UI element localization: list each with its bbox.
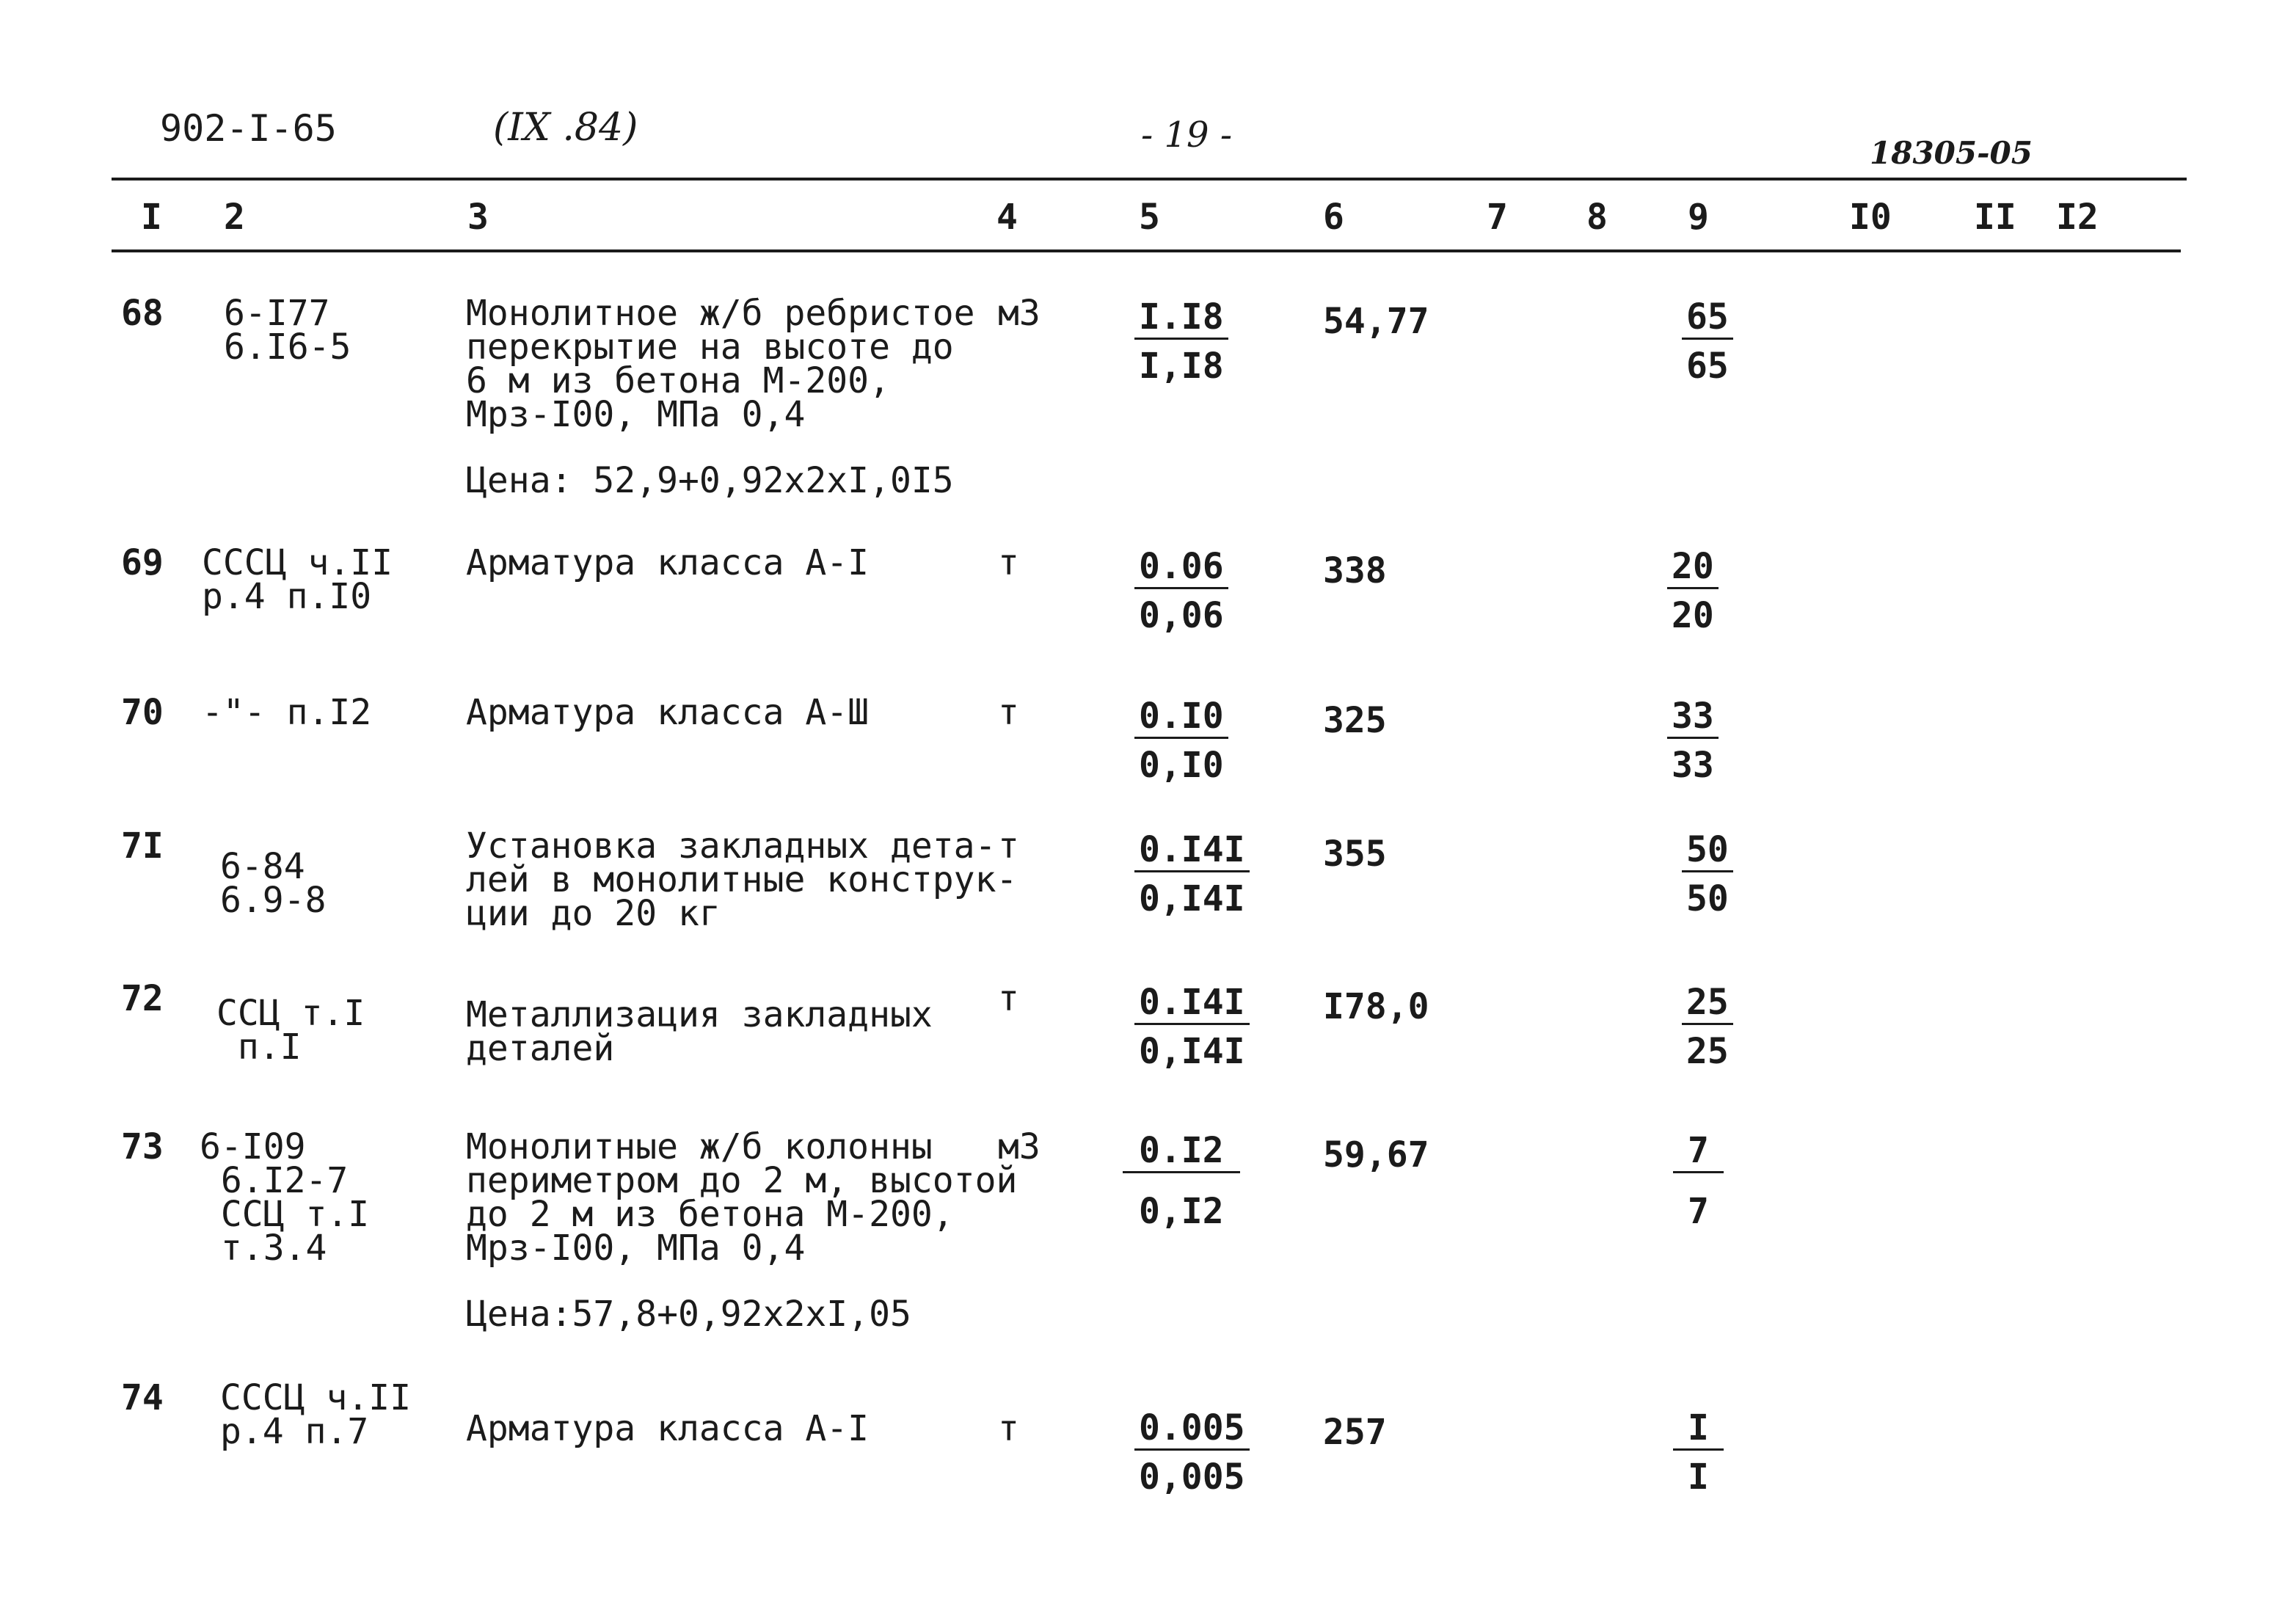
- quantity-numerator: I.I8: [1134, 296, 1228, 340]
- cost-numerator: 25: [1682, 982, 1733, 1025]
- document-code: 902-I-65: [160, 107, 337, 150]
- work-description: Арматура класса А-I: [466, 1408, 870, 1449]
- norm-reference: 6-84 6.9-8: [220, 846, 327, 921]
- work-description: Монолитное ж/б ребристое перекрытие на высоте до 6 м из бетона М-200, Мрз-I00, МПа 0,4: [466, 293, 975, 435]
- cost: [1673, 1407, 1724, 1498]
- work-description: Монолитные ж/б колонны периметром до 2 м, высотой до 2 м из бетона М-200, Мрз-I00, МПа 0,4: [466, 1126, 1018, 1269]
- quantity: [1134, 829, 1250, 919]
- work-description: Металлизация закладных деталей: [466, 994, 933, 1069]
- price-note: Цена:57,8+0,92x2xI,05: [466, 1294, 911, 1335]
- column-header-rule: [112, 249, 2181, 252]
- cost-denominator: 7: [1688, 1191, 1709, 1232]
- unit-price: 59,67: [1323, 1134, 1429, 1175]
- cost-numerator: 50: [1682, 829, 1733, 872]
- cost: [1682, 829, 1733, 919]
- column-header-5: 5: [1139, 197, 1160, 238]
- cost-denominator: 20: [1672, 595, 1714, 636]
- row-number: 70: [121, 692, 164, 733]
- unit: т: [998, 542, 1019, 583]
- cost: [1682, 982, 1733, 1072]
- cost-denominator: 65: [1686, 346, 1729, 387]
- page-number: - 19 -: [1141, 114, 1233, 156]
- column-header-6: 6: [1323, 197, 1344, 238]
- column-header-4: 4: [996, 197, 1018, 238]
- unit-price: I78,0: [1323, 986, 1429, 1027]
- cost: [1667, 696, 1719, 786]
- quantity-denominator: 0,I0: [1139, 745, 1224, 786]
- quantity: [1134, 1407, 1250, 1498]
- unit: м3: [998, 1126, 1041, 1167]
- unit-price: 338: [1323, 550, 1387, 591]
- norm-reference: СССЦ ч.II р.4 п.I0: [202, 542, 393, 617]
- norm-reference: СССЦ ч.II р.4 п.7: [220, 1377, 412, 1452]
- cost-numerator: 65: [1682, 296, 1733, 340]
- cost-numerator: 20: [1667, 546, 1719, 589]
- row-number: 68: [121, 293, 164, 334]
- column-header-2: 2: [224, 197, 245, 238]
- unit-price: 325: [1323, 700, 1387, 741]
- quantity-denominator: 0,I4I: [1139, 1031, 1245, 1072]
- row-number: 69: [121, 542, 164, 583]
- column-header-7: 7: [1487, 197, 1508, 238]
- norm-reference: -"- п.I2: [202, 692, 372, 733]
- work-description: Арматура класса А-Ш: [466, 692, 870, 733]
- unit: м3: [998, 293, 1041, 334]
- unit-price: 355: [1323, 834, 1387, 875]
- norm-reference: ССЦ т.I п.I: [216, 993, 365, 1068]
- cost-numerator: I: [1673, 1407, 1724, 1451]
- norm-reference: 6-I77 6.I6-5: [224, 293, 351, 368]
- unit-price: 54,77: [1323, 301, 1429, 342]
- column-header-3: 3: [467, 197, 489, 238]
- column-header-12: I2: [2056, 197, 2099, 238]
- quantity-numerator: 0.I4I: [1134, 982, 1250, 1025]
- quantity-denominator: I,I8: [1139, 346, 1224, 387]
- column-header-1: I: [141, 197, 162, 238]
- quantity-numerator: 0.I0: [1134, 696, 1228, 739]
- quantity-numerator: 0.I4I: [1134, 829, 1250, 872]
- work-description: Арматура класса А-I: [466, 542, 870, 583]
- cost: [1673, 1130, 1724, 1232]
- quantity-denominator: 0,I4I: [1139, 878, 1245, 919]
- cost: [1682, 296, 1733, 387]
- norm-reference: 6-I09 6.I2-7 ССЦ т.I т.3.4: [200, 1126, 370, 1269]
- cost-denominator: 25: [1686, 1031, 1729, 1072]
- quantity: [1134, 296, 1228, 387]
- work-description: Установка закладных дета- лей в монолитные конструк- ции до 20 кг: [466, 825, 1018, 934]
- unit: т: [998, 825, 1019, 867]
- quantity-numerator: 0.I2: [1123, 1130, 1240, 1173]
- row-number: 7I: [121, 825, 164, 867]
- cost-denominator: I: [1688, 1457, 1709, 1498]
- column-header-9: 9: [1688, 197, 1709, 238]
- issue-date: (IX .84): [493, 106, 638, 150]
- column-header-11: II: [1974, 197, 2016, 238]
- row-number: 74: [121, 1377, 164, 1418]
- row-number: 73: [121, 1126, 164, 1167]
- quantity: [1134, 696, 1228, 786]
- row-number: 72: [121, 978, 164, 1019]
- table-top-rule: [112, 178, 2187, 181]
- quantity-numerator: 0.06: [1134, 546, 1228, 589]
- quantity-denominator: 0,06: [1139, 595, 1224, 636]
- column-header-8: 8: [1586, 197, 1608, 238]
- quantity: [1123, 1130, 1240, 1232]
- cost: [1667, 546, 1719, 636]
- cost-denominator: 33: [1672, 745, 1714, 786]
- cost-denominator: 50: [1686, 878, 1729, 919]
- unit: т: [998, 692, 1019, 733]
- cost-numerator: 7: [1673, 1130, 1724, 1173]
- unit: т: [998, 1408, 1019, 1449]
- quantity-numerator: 0.005: [1134, 1407, 1250, 1451]
- quantity: [1134, 982, 1250, 1072]
- unit-price: 257: [1323, 1412, 1387, 1453]
- quantity-denominator: 0,005: [1139, 1457, 1245, 1498]
- column-header-10: I0: [1849, 197, 1892, 238]
- unit: т: [998, 978, 1019, 1019]
- cost-numerator: 33: [1667, 696, 1719, 739]
- quantity: [1134, 546, 1228, 636]
- quantity-denominator: 0,I2: [1139, 1191, 1224, 1232]
- price-note: Цена: 52,9+0,92x2xI,0I5: [466, 460, 954, 501]
- sheet-code: 18305-05: [1870, 135, 2033, 171]
